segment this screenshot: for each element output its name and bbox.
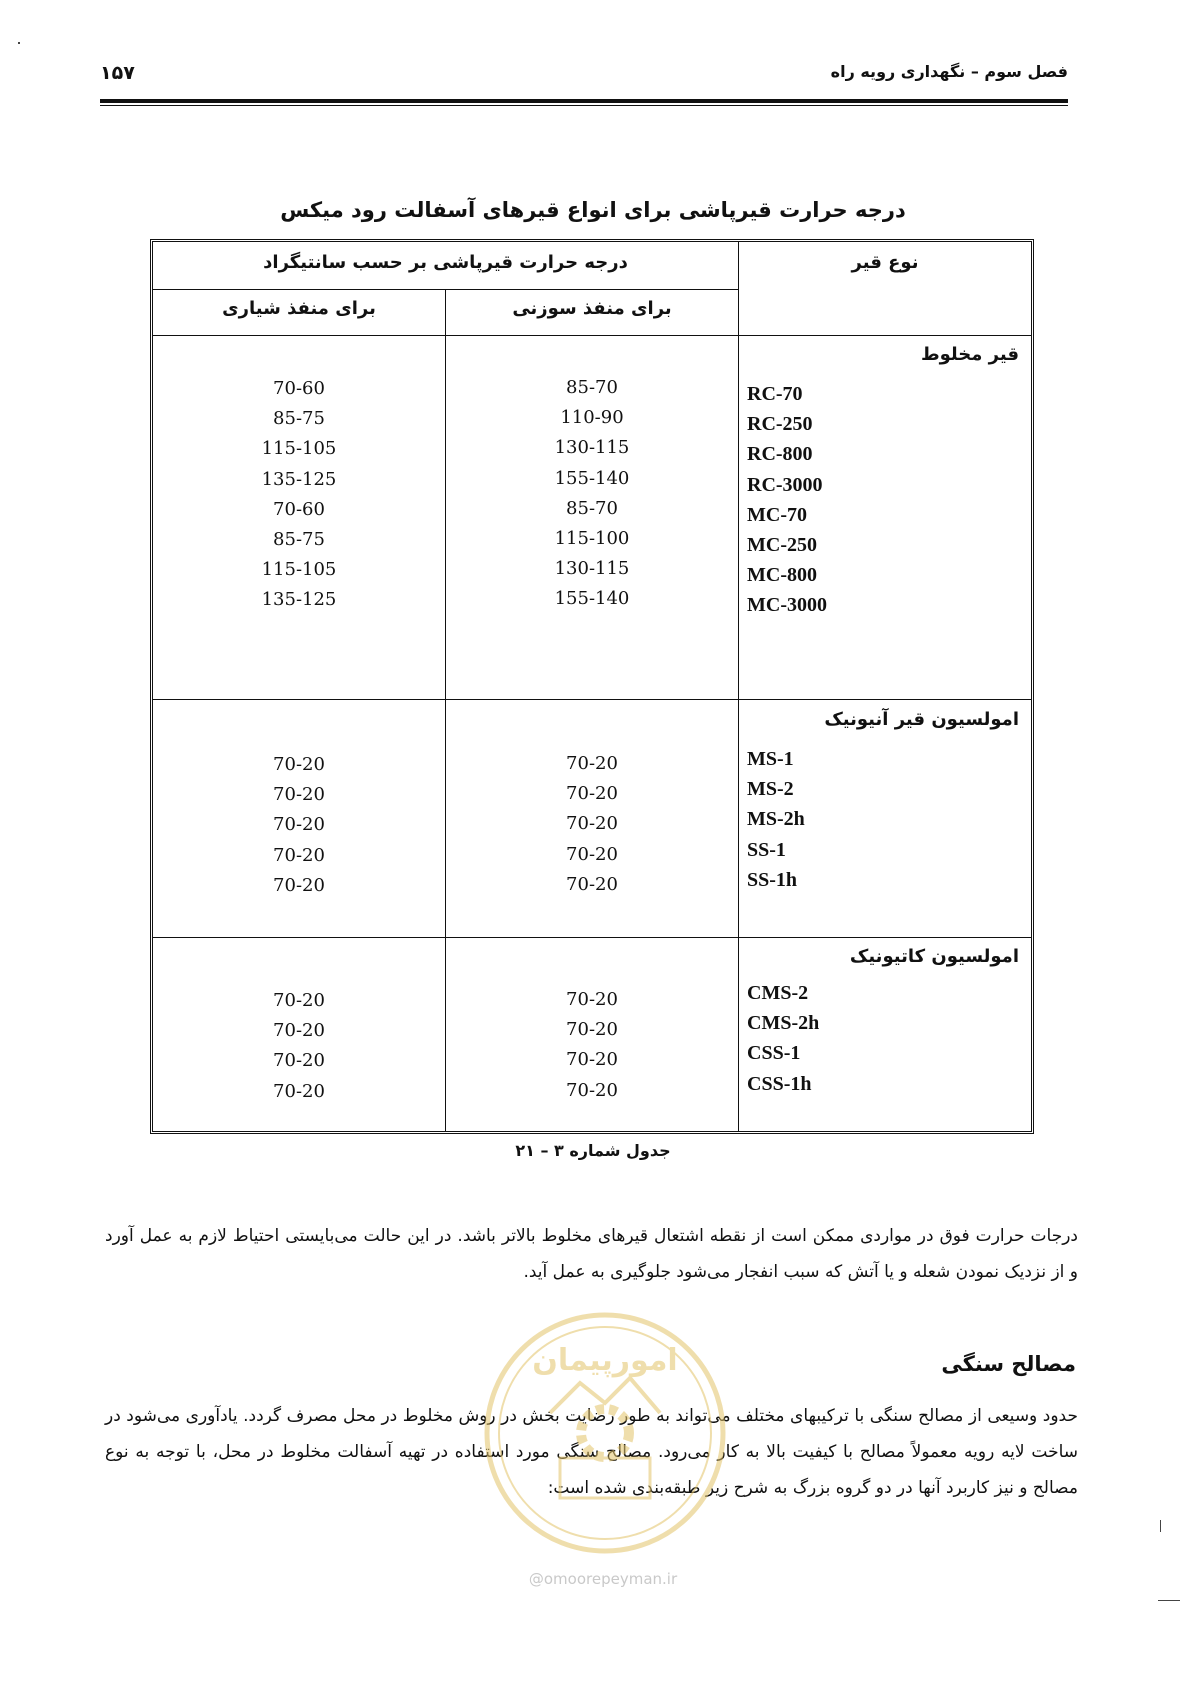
temperature-range: 70-20 [566, 843, 618, 865]
table-title: درجه حرارت قیرپاشی برای انواع قیرهای آسفالت رود میکس [280, 198, 906, 222]
bitumen-code: RC-250 [747, 413, 813, 436]
temperature-range: 115-105 [261, 559, 337, 581]
temperature-range: 70-20 [273, 990, 325, 1011]
bitumen-code: MC-250 [747, 533, 817, 556]
bitumen-code: RC-70 [747, 383, 803, 405]
bitumen-code: MS-2h [747, 808, 805, 831]
temperature-range: 85-75 [273, 528, 325, 550]
group-label-cutback: قیر مخلوط [920, 344, 1019, 365]
section-heading-aggregates: مصالح سنگی [941, 1352, 1076, 1376]
bitumen-code: MS-2 [747, 778, 794, 801]
bitumen-code: MC-800 [747, 564, 817, 587]
group-label-cationic: امولسیون کاتیونیک [849, 946, 1019, 967]
temperature-range: 70-20 [273, 874, 325, 896]
bitumen-code: RC-800 [747, 443, 813, 466]
anionic-slot-values [153, 750, 445, 901]
header-rule-thin [100, 105, 1068, 106]
temperature-range: 135-125 [261, 468, 337, 490]
divider-type-column [738, 242, 739, 1131]
temperature-range: 70-20 [273, 1080, 325, 1102]
temperature-range: 110-90 [560, 407, 624, 429]
bitumen-code: SS-1 [747, 838, 786, 861]
temperature-range: 70-20 [273, 814, 325, 836]
bitumen-code: RC-3000 [747, 473, 823, 496]
temperature-range: 70-60 [273, 498, 325, 520]
temperature-range: 155-140 [554, 588, 630, 610]
bitumen-code: CSS-1h [747, 1072, 812, 1095]
divider-group-2 [153, 937, 1031, 938]
temperature-range: 70-20 [566, 873, 618, 895]
cationic-codes [747, 978, 819, 1099]
header-bitumen-type: نوع قیر [851, 252, 919, 273]
spray-temperature-table [150, 239, 1034, 1134]
temperature-range: 85-75 [273, 408, 325, 430]
temperature-range: 70-20 [566, 1049, 618, 1071]
temperature-range: 130-115 [554, 558, 630, 580]
cutback-needle-values [446, 373, 738, 615]
bitumen-code: CMS-2 [747, 982, 809, 1004]
watermark-seal [480, 1308, 730, 1558]
divider-header-top [153, 289, 738, 290]
temperature-range: 70-20 [566, 783, 618, 805]
table-caption: جدول شماره ۳ – ۲۱ [515, 1141, 671, 1160]
paragraph-flash-point-warning: درجات حرارت فوق در مواردی ممکن است از نقطه اشتعال قیرهای مخلوط بالاتر باشد. در این حالت می‌بایستی احتیاط لازم به عمل آورد و از نزدیک نمودن شعله و یا آتش که سبب انفجار می‌شود جلوگیری به عمل آید. [105, 1226, 1078, 1282]
temperature-range: 70-20 [273, 784, 325, 806]
temperature-range: 70-20 [273, 844, 325, 866]
cutback-codes [747, 379, 827, 621]
temperature-range: 70-60 [273, 378, 325, 399]
anionic-needle-values [446, 749, 738, 900]
scan-speck [18, 42, 20, 44]
divider-header-bottom [153, 335, 1031, 336]
divider-group-1 [153, 699, 1031, 700]
temperature-range: 70-20 [273, 754, 325, 775]
temperature-range: 70-20 [566, 813, 618, 835]
scan-speck [1160, 1520, 1161, 1532]
bitumen-code: MC-70 [747, 503, 807, 526]
temperature-range: 115-105 [261, 438, 337, 460]
temperature-range: 70-20 [273, 1020, 325, 1042]
header-slot-nozzle: برای منفذ شیاری [222, 298, 376, 319]
bitumen-code: CMS-2h [747, 1012, 820, 1035]
temperature-range: 70-20 [566, 1019, 618, 1041]
temperature-range: 130-115 [554, 437, 630, 459]
header-needle-nozzle: برای منفذ سوزنی [512, 298, 672, 319]
chapter-title: فصل سوم – نگهداری رویه راه [830, 62, 1068, 81]
scan-speck [1158, 1600, 1180, 1601]
bitumen-code: SS-1h [747, 868, 798, 891]
header-rule-thick [100, 99, 1068, 103]
bitumen-code: MS-1 [747, 748, 794, 770]
temperature-range: 70-20 [566, 1079, 618, 1101]
running-header [100, 52, 1068, 104]
watermark-site: @omoorepeyman.ir [528, 1570, 678, 1588]
temperature-range: 85-70 [566, 377, 618, 398]
page-number: ۱۵۷ [100, 62, 135, 84]
cutback-slot-values [153, 374, 445, 616]
cationic-needle-values [446, 985, 738, 1106]
temperature-range: 70-20 [566, 989, 618, 1010]
header-spray-temperature: درجه حرارت قیرپاشی بر حسب سانتیگراد [263, 252, 628, 273]
temperature-range: 115-100 [554, 527, 630, 549]
paragraph-aggregates: حدود وسیعی از مصالح سنگی با ترکیبهای مختلف می‌تواند به طور رضایت بخش در روش مخلوط در محل مصرف گردد. یادآوری می‌شود در ساخت لایه رویه معمولاً مصالح با کیفیت بالا به کار می‌رود. مصالح سنگی مورد استفاده در تهیه آسفالت مخلوط در محل، با توجه به نوع مصالح و نیز کاربرد آنها در دو گروه بزرگ به شرح زیر طبقه‌بندی شده است: [105, 1406, 1078, 1498]
temperature-range: 70-20 [273, 1050, 325, 1072]
anionic-codes [747, 744, 805, 895]
bitumen-code: CSS-1 [747, 1042, 801, 1065]
temperature-range: 70-20 [566, 753, 618, 774]
group-label-anionic: امولسیون قیر آنیونیک [824, 709, 1019, 730]
temperature-range: 85-70 [566, 497, 618, 519]
bitumen-code: MC-3000 [747, 594, 827, 617]
watermark-logo-text: امورپیمان [532, 1343, 678, 1378]
cationic-slot-values [153, 986, 445, 1107]
temperature-range: 135-125 [261, 589, 337, 611]
temperature-range: 155-140 [554, 467, 630, 489]
